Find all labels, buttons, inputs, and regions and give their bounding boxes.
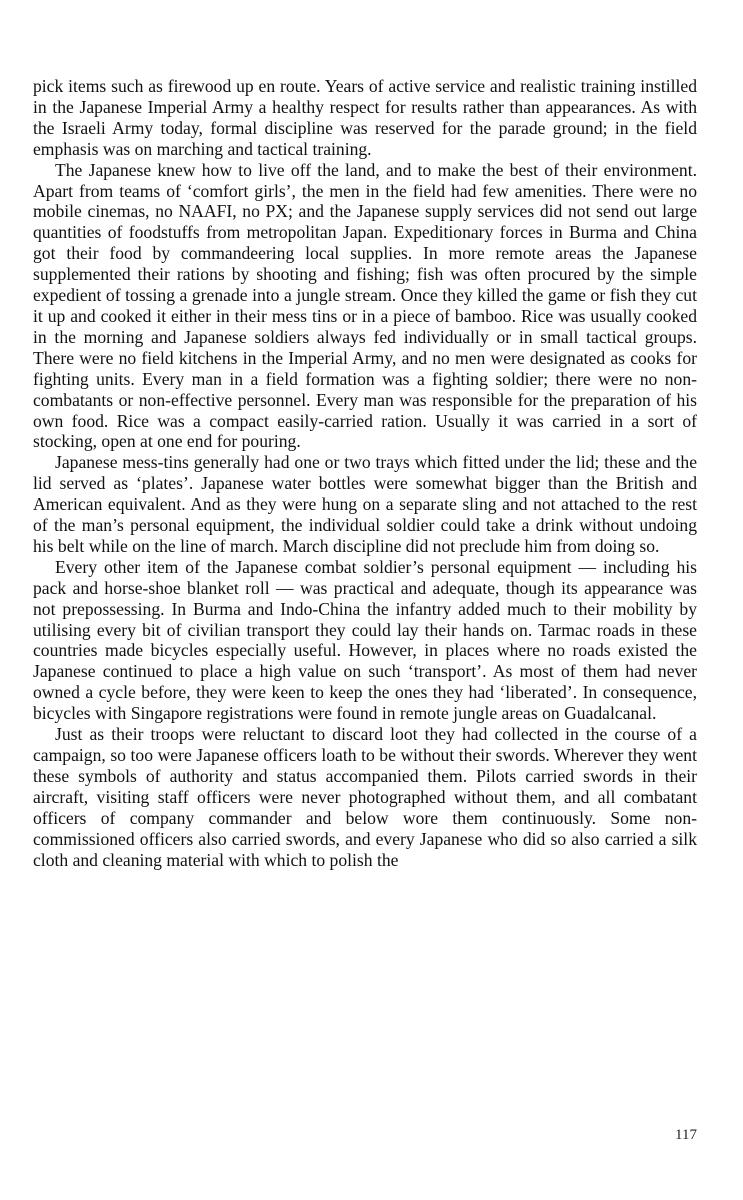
page-body <box>33 76 697 870</box>
paragraph-swords: Just as their troops were reluctant to discard loot they had collected in the course of a campaign, so too were Japanese officers loath to be without their swords. Wherever they went these symbols of authority and status accompanied them. Pilots carried swords in their aircraft, visiting staff officers were never photographed without them, and all combatant officers of company commander and below wore them continuously. Some non-commissioned officers also carried swords, and every Japanese who did so also carried a silk cloth and cleaning material with which to polish the <box>33 724 697 870</box>
paragraph-living-off-land: The Japanese knew how to live off the land, and to make the best of their environment. Apart from teams of ‘comfort girls’, the men in the field had few amenities. There were no mobile cinemas, no NAAFI, no PX; and the Japanese supply services did not send out large quantities of foodstuffs from metropolitan Japan. Expeditionary forces in Burma and China got their food by commandeering local supplies. In more remote areas the Japanese supplemented their rations by shooting and fishing; fish was often procured by the simple expedient of tossing a grenade into a jungle stream. Once they killed the game or fish they cut it up and cooked it either in their mess tins or in a piece of bamboo. Rice was usually cooked in the morning and Japanese soldiers always fed individually or in small tactical groups. There were no field kitchens in the Imperial Army, and no men were designated as cooks for fighting units. Every man in a field formation was a fighting soldier; there were no non-combatants or non-effective personnel. Every man was responsible for the preparation of his own food. Rice was a compact easily-carried ration. Usually it was carried in a sort of stocking, open at one end for pouring. <box>33 159 697 452</box>
paragraph-mess-tins: Japanese mess-tins generally had one or two trays which fitted under the lid; these and the lid served as ‘plates’. Japanese water bottles were somewhat bigger than the British and American equivalent. And as they were hung on a separate sling and not attached to the rest of the man’s personal equipment, the individual soldier could take a drink without undoing his belt while on the line of march. March discipline did not preclude him from doing so. <box>33 452 697 556</box>
paragraph-continuation: pick items such as firewood up en route. Years of active service and realistic training instilled in the Japanese Imperial Army a healthy respect for results rather than appearances. As with the Israeli Army today, formal discipline was reserved for the parade ground; in the field emphasis was on marching and tactical training. <box>33 76 697 159</box>
page-number: 117 <box>675 1127 697 1143</box>
paragraph-personal-equipment: Every other item of the Japanese combat soldier’s personal equipment — including his pack and horse-shoe blanket roll — was practical and adequate, though its appearance was not prepossessing. In Burma and Indo-China the infantry added much to their mobility by utilising every bit of civilian transport they could lay their hands on. Tarmac roads in these countries made bicycles especially useful. However, in places where no roads existed the Japanese continued to place a high value on such ‘transport’. As most of them had never owned a cycle before, they were keen to keep the ones they had ‘liberated’. In consequence, bicycles with Singapore registrations were found in remote jungle areas on Guadalcanal. <box>33 556 697 724</box>
